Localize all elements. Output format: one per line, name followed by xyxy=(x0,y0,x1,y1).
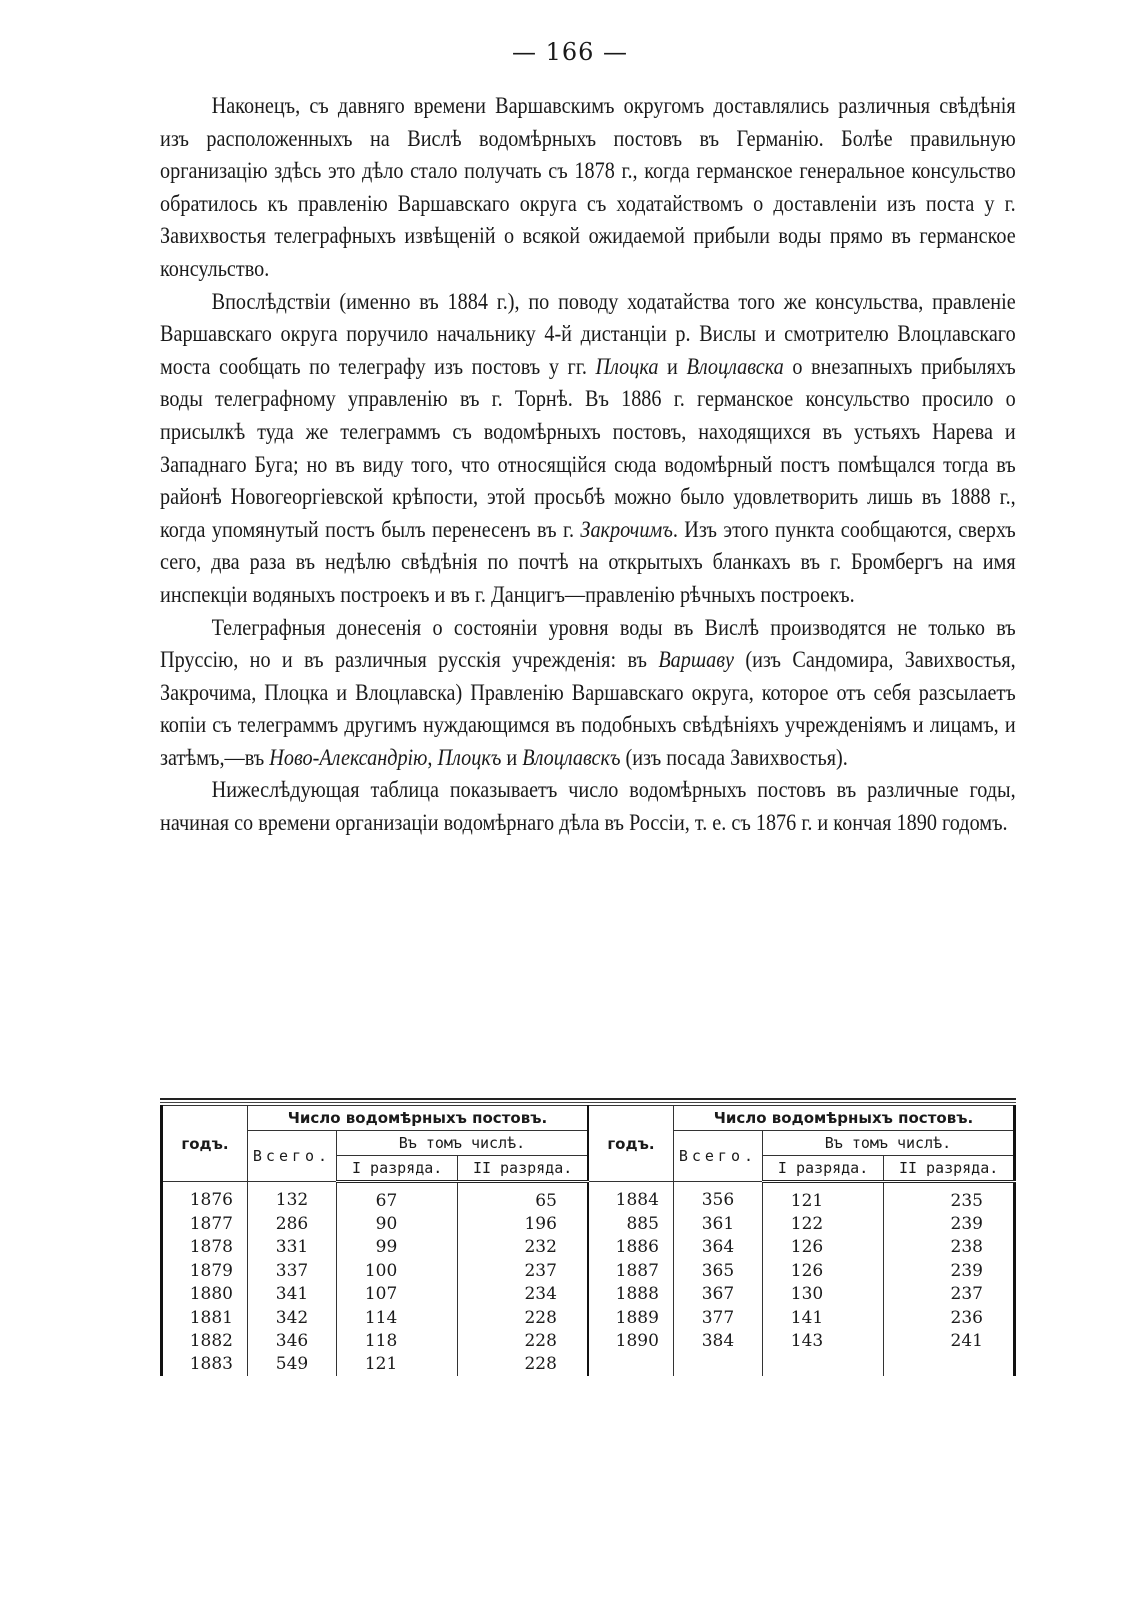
cell-year: 1882 xyxy=(162,1329,248,1352)
cell-year: 1880 xyxy=(162,1283,248,1306)
cell-class2 xyxy=(884,1353,1015,1376)
cell-total: 364 xyxy=(673,1236,762,1259)
text-run: о внезапныхъ прибыляхъ воды телеграфному управленію въ г. Торнѣ. Въ 1886 г. германское консульство просило о присылкѣ туда же телеграммъ съ водомѣрныхъ постовъ, находящихся въ устьяхъ Нарева и Западнаго Буга; но въ виду того, что относящійся сюда водомѣрный постъ помѣщался тогда въ районѣ Новогеоргіевской крѣпости, этой просьбѣ можно было удовлетворить лишь въ 1888 г., когда упомянутый постъ былъ перенесенъ въ г. xyxy=(160,353,1016,543)
place-warsaw: Варшаву xyxy=(658,647,734,674)
place-plotsk: Плоцка xyxy=(595,353,659,380)
table-row xyxy=(162,1353,1015,1376)
cell-year: 1884 xyxy=(588,1182,674,1213)
cell-class1: 100 xyxy=(337,1259,458,1282)
cell-class2: 232 xyxy=(458,1236,588,1259)
header-year-left: годъ. xyxy=(162,1106,248,1182)
cell-class2: 237 xyxy=(458,1259,588,1282)
cell-class2: 235 xyxy=(884,1182,1015,1213)
place-plotsk: Плоцкъ xyxy=(437,744,502,771)
header-class2-left: II разряда. xyxy=(458,1156,588,1182)
cell-year: 1877 xyxy=(162,1212,248,1235)
cell-total: 342 xyxy=(248,1306,337,1329)
cell-class2: 228 xyxy=(458,1306,588,1329)
table-row xyxy=(162,1283,1015,1306)
cell-class2: 196 xyxy=(458,1212,588,1235)
place-vlotslavsk: Влоцлавскъ xyxy=(522,744,621,771)
paragraph-3 xyxy=(160,612,1016,775)
cell-class1: 122 xyxy=(762,1212,883,1235)
cell-class2: 241 xyxy=(884,1329,1015,1352)
body-text xyxy=(160,90,1016,840)
cell-year: 1883 xyxy=(162,1353,248,1376)
cell-year: 1887 xyxy=(588,1259,674,1282)
text-run: Впослѣдствіи (именно въ 1884 г.), по поводу ходатайства того же консульства, правленіе Варшавскаго округа поручило начальнику 4-й дистанціи р. Вислы и смотрителю Влоцлавскаго моста сообщать по телеграфу изъ постовъ у гг. xyxy=(160,288,1016,380)
cell-total: 346 xyxy=(248,1329,337,1352)
cell-total: 367 xyxy=(673,1283,762,1306)
data-table xyxy=(160,1105,1016,1376)
cell-class1: 126 xyxy=(762,1259,883,1282)
cell-class1: 90 xyxy=(337,1212,458,1235)
cell-year: 885 xyxy=(588,1212,674,1235)
text-run: , xyxy=(427,744,438,771)
cell-year: 1889 xyxy=(588,1306,674,1329)
cell-class1: 130 xyxy=(762,1283,883,1306)
cell-class1: 107 xyxy=(337,1283,458,1306)
header-total-left: Всего. xyxy=(248,1131,337,1182)
cell-year: 1886 xyxy=(588,1236,674,1259)
header-subgroup-left: Въ томъ числѣ. xyxy=(337,1131,588,1156)
table-row xyxy=(162,1212,1015,1235)
cell-class1: 141 xyxy=(762,1306,883,1329)
text-run: . Изъ этого пункта сообщаются, сверхъ сего, два раза въ недѣлю свѣдѣнія по почтѣ на открытыхъ бланкахъ въ г. Бромбергъ на имя инспекціи водяныхъ построекъ и въ г. Данцигъ—правленію рѣчныхъ построекъ. xyxy=(160,516,1016,608)
header-group-right: Число водомѣрныхъ постовъ. xyxy=(673,1106,1014,1131)
cell-total: 361 xyxy=(673,1212,762,1235)
text-run: и xyxy=(658,353,687,380)
gauge-posts-table xyxy=(160,1098,1016,1376)
text-run: Телеграфныя донесенія о состояніи уровня воды въ Вислѣ производятся не только въ Пруссію, но и въ различныя русскія учрежденія: въ xyxy=(160,614,1016,674)
cell-year: 1879 xyxy=(162,1259,248,1282)
header-class1-left: I разряда. xyxy=(337,1156,458,1182)
cell-class1: 126 xyxy=(762,1236,883,1259)
table-row xyxy=(162,1182,1015,1213)
paragraph-2 xyxy=(160,286,1016,612)
cell-class2: 236 xyxy=(884,1306,1015,1329)
header-group-left: Число водомѣрныхъ постовъ. xyxy=(248,1106,588,1131)
cell-class1: 118 xyxy=(337,1329,458,1352)
header-total-right: Всего. xyxy=(673,1131,762,1182)
table-row xyxy=(162,1236,1015,1259)
cell-year: 1878 xyxy=(162,1236,248,1259)
cell-class2: 239 xyxy=(884,1212,1015,1235)
cell-class1: 121 xyxy=(337,1353,458,1376)
header-class2-right: II разряда. xyxy=(884,1156,1015,1182)
cell-total: 286 xyxy=(248,1212,337,1235)
table-row xyxy=(162,1306,1015,1329)
header-year-right: годъ. xyxy=(588,1106,674,1182)
cell-class2: 234 xyxy=(458,1283,588,1306)
cell-class2: 239 xyxy=(884,1259,1015,1282)
text-run: и xyxy=(501,744,523,771)
cell-total: 377 xyxy=(673,1306,762,1329)
cell-total: 549 xyxy=(248,1353,337,1376)
cell-class2: 228 xyxy=(458,1353,588,1376)
cell-class2: 228 xyxy=(458,1329,588,1352)
header-subgroup-right: Въ томъ числѣ. xyxy=(762,1131,1014,1156)
cell-class2: 65 xyxy=(458,1182,588,1213)
header-class1-right: I разряда. xyxy=(762,1156,883,1182)
cell-total: 337 xyxy=(248,1259,337,1282)
cell-total: 331 xyxy=(248,1236,337,1259)
table-top-rule xyxy=(160,1098,1016,1103)
cell-total: 356 xyxy=(673,1182,762,1213)
cell-total: 365 xyxy=(673,1259,762,1282)
place-vlotslavsk: Влоцлавска xyxy=(686,353,784,380)
cell-class1: 114 xyxy=(337,1306,458,1329)
cell-total: 132 xyxy=(248,1182,337,1213)
cell-class2: 237 xyxy=(884,1283,1015,1306)
cell-total: 341 xyxy=(248,1283,337,1306)
cell-year: 1888 xyxy=(588,1283,674,1306)
place-zakrochim: Закрочимъ xyxy=(580,516,673,543)
place-novo-aleksandria: Ново-Александрію xyxy=(269,744,428,771)
cell-class2: 238 xyxy=(884,1236,1015,1259)
paragraph-1 xyxy=(160,90,1016,286)
text-run: (изъ посада Завихвостья). xyxy=(620,744,848,771)
cell-total xyxy=(673,1353,762,1376)
cell-year xyxy=(588,1353,674,1376)
cell-year: 1876 xyxy=(162,1182,248,1213)
cell-class1: 143 xyxy=(762,1329,883,1352)
cell-year: 1890 xyxy=(588,1329,674,1352)
cell-class1: 99 xyxy=(337,1236,458,1259)
table-row xyxy=(162,1329,1015,1352)
cell-class1 xyxy=(762,1353,883,1376)
cell-total: 384 xyxy=(673,1329,762,1352)
cell-year: 1881 xyxy=(162,1306,248,1329)
page-number: — 166 — xyxy=(511,38,629,66)
paragraph-1-text: Наконецъ, съ давняго времени Варшавскимъ округомъ доставлялись различныя свѣдѣнія изъ расположенныхъ на Вислѣ водомѣрныхъ постовъ въ Германію. Болѣе правильную организацію здѣсь это дѣло стало получать съ 1878 г., когда германское генеральное консульство обратилось къ правленію Варшавскаго округа съ ходатайствомъ о доставленіи изъ поста у г. Завихвостья телеграфныхъ извѣщеній о всякой ожидаемой прибыли воды прямо въ германское консульство. xyxy=(160,93,1016,282)
cell-class1: 121 xyxy=(762,1182,883,1213)
paragraph-4: Нижеслѣдующая таблица показываетъ число водомѣрныхъ постовъ въ различные годы, начиная со времени организаціи водомѣрнаго дѣла въ Россіи, т. е. съ 1876 г. и кончая 1890 годомъ. xyxy=(160,777,1016,837)
cell-class1: 67 xyxy=(337,1182,458,1213)
text-run: (изъ Сандомира, Завихвостья, Закрочима, Плоцка и Влоцлавска) Правленію Варшавскаго округа, которое отъ себя разсылаетъ копіи съ телеграммъ другимъ нуждающимся въ подобныхъ свѣдѣніяхъ учрежденіямъ и лицамъ, и затѣмъ,—въ xyxy=(160,647,1016,771)
table-row xyxy=(162,1259,1015,1282)
